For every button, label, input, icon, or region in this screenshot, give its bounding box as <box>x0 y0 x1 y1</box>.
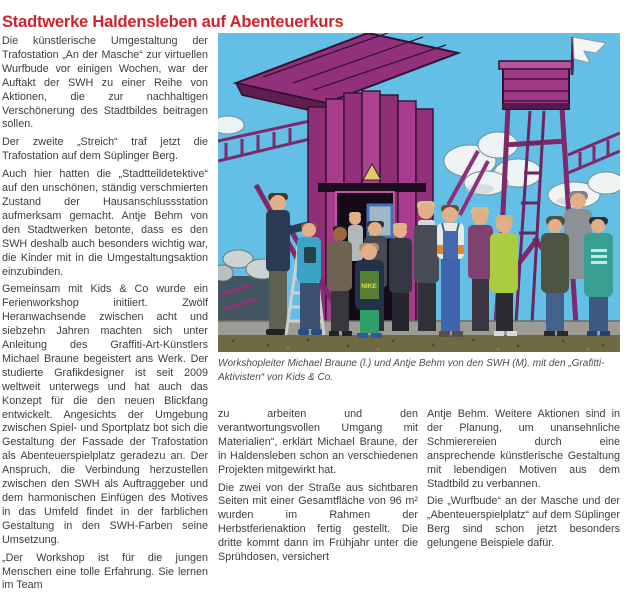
paragraph: Auch hier hatten die „Stadtteildetektive“ auf den unschönen, ständig verschmierten Zustand der Hausanschlussstation aufmerksam gemacht. Antje Behm von den Stadtwerken betonte, dass es den SWH deshalb auch besonders wichtig war, die Kinder mit in die Umgestaltungsaktion einzubinden. <box>2 168 208 278</box>
person-figure <box>297 223 322 335</box>
person-figure <box>328 226 352 336</box>
paragraph: Die „Wurfbude“ an der Masche und der „Abenteuerspielplatz“ auf dem Süplinger Berg sind schon jetzt besonders gelungene Beispiele dafür. <box>427 495 620 550</box>
article-column-right <box>427 408 620 555</box>
trafo-grille <box>318 183 426 192</box>
mural-photo-illustration <box>218 33 620 352</box>
person-figure <box>389 223 412 331</box>
paragraph: Gemeinsam mit Kids & Co wurde ein Ferienworkshop initiiert. Zwölf Heranwachsende zwischen acht und siebzehn Jahren machten sich unter Anleitung des Graffiti-Art-Künstlers Michael Braune begeistert ans Werk. Der studierte Grafikdesigner ist seit 2009 weltweit unterwegs und hat auch das Konzept für die den neuen Blickfang entwickelt. Angesichts der Umgebung zwischen Spiel- und Sportplatz bot sich die Gestaltung der Fassade der Trafostation als Abenteuerspielplatz geradezu an. Der Anspruch, die Verbindung herzustellen zwischen den SWH als Auftraggeber und dem harmonischen Einfügen des Motives in das Umfeld findet in der farblichen Gestaltung in den SWH-Farben seine Umsetzung. <box>2 283 208 546</box>
article-column-left <box>2 35 208 597</box>
paragraph: „Der Workshop ist für die jungen Menschen eine tolle Erfahrung. Sie lernen im Team <box>2 551 208 592</box>
paragraph: Antje Behm. Weitere Aktionen sind in der Planung, um unansehnliche Schmierereien durch eine ansprechende künstlerische Gestaltung mit lebendigen Motiven aus dem Stadtbild zu verbannen. <box>427 408 620 490</box>
article-title: Stadtwerke Haldensleben auf Abenteuerkurs <box>2 13 344 32</box>
photo-caption: Workshopleiter Michael Braune (l.) und Antje Behm von den SWH (M). mit den „Grafitti-Aktivisten“ von Kids & Co. <box>218 358 605 383</box>
article-column-middle <box>218 408 418 569</box>
nike-shirt-text: NIKE <box>361 283 377 290</box>
paragraph: Die künstlerische Umgestaltung der Trafostation „An der Masche“ zur virtuellen Wurfbude vor einigen Wochen, war der Auftakt der SWH zu einer Reihe von Aktionen, die zur nachhaltigen Verschönerung des Stadtbildes beitragen sollen. <box>2 35 208 131</box>
paragraph: Der zweite „Streich“ traf jetzt die Trafostation auf dem Süplinger Berg. <box>2 136 208 163</box>
grass-strip <box>218 335 620 352</box>
paragraph: Die zwei von der Straße aus sichtbaren Seiten mit einer Gesamtfläche von 96 m² wurden im Rahmen der Herbstferienaktion fertig gestellt. Die dritte kommt dann im Frühjahr unter die Sprühdosen, versichert <box>218 481 418 564</box>
article-photo <box>218 33 620 352</box>
paragraph: zu arbeiten und den verantwortungsvollen Umgang mit Materialien“, erklärt Michael Braune, der in Haldensleben schon an verschiedenen Projekten mitgewirkt hat. <box>218 408 418 476</box>
person-figure <box>437 205 464 337</box>
